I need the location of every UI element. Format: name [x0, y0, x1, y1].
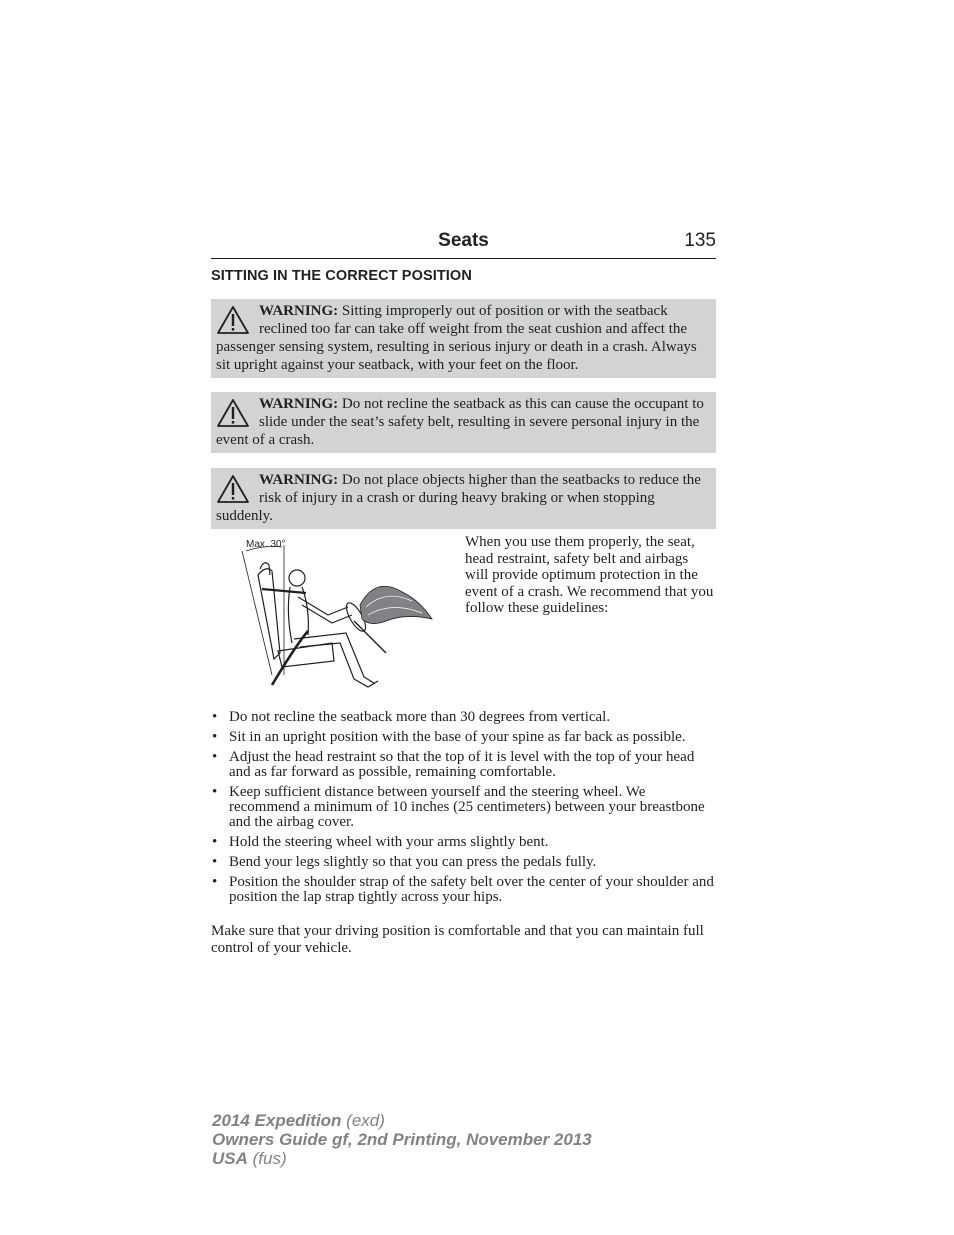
footer-line [212, 1149, 712, 1168]
bullet-marker: • [212, 709, 218, 725]
list-item-text: Hold the steering wheel with your arms slightly bent. [229, 834, 549, 850]
bullet-marker: • [212, 749, 218, 765]
list-item-text: Bend your legs slightly so that you can press the pedals fully. [229, 854, 597, 870]
page-footer [212, 1111, 712, 1168]
intro-paragraph: When you use them properly, the seat, head restraint, safety belt and airbags will provide optimum protection in the event of a crash. We recommend that you follow these guidelines: [465, 534, 714, 616]
list-item [211, 855, 716, 870]
footer-edition: Owners Guide gf, 2nd Printing, November 2013 [212, 1130, 592, 1149]
warning-triangle-icon [216, 474, 250, 504]
list-item-text: Keep sufficient distance between yourself and the steering wheel. We recommend a minimum of 10 inches (25 centimeters) between your breastbone and the airbag cover. [229, 784, 705, 830]
warning-box [211, 392, 716, 453]
list-item [211, 785, 716, 830]
warning-label: WARNING: [259, 472, 339, 488]
bullet-marker: • [212, 784, 218, 800]
footer-market-code: (fus) [247, 1149, 287, 1168]
footer-market: USA [212, 1149, 248, 1168]
list-item-text: Sit in an upright position with the base of your spine as far back as possible. [229, 729, 686, 745]
warning-box [211, 299, 716, 378]
list-item-text: Adjust the head restraint so that the top of it is level with the top of your head and as far forward as possible, remaining comfortable. [229, 749, 695, 780]
footer-model: 2014 Expedition [212, 1111, 342, 1130]
bullet-marker: • [212, 874, 218, 890]
warning-text: Do not place objects higher than the seatbacks to reduce the risk of injury in a crash or during heavy braking or when stopping suddenly. [216, 472, 701, 524]
list-item-text: Do not recline the seatback more than 30 degrees from vertical. [229, 709, 611, 725]
list-item [211, 750, 716, 780]
bullet-marker: • [212, 729, 218, 745]
warning-label: WARNING: [259, 396, 339, 412]
list-item [211, 875, 716, 905]
page-header [211, 228, 716, 259]
list-item [211, 835, 716, 850]
bullet-marker: • [212, 854, 218, 870]
warning-triangle-icon [216, 305, 250, 335]
warning-triangle-icon [216, 398, 250, 428]
closing-paragraph: Make sure that your driving position is comfortable and that you can maintain full control of your vehicle. [211, 923, 704, 956]
footer-line [212, 1111, 712, 1130]
warning-text: Do not recline the seatback as this can cause the occupant to slide under the seat’s safety belt, resulting in severe personal injury in the event of a crash. [216, 396, 704, 448]
page-number: 135 [684, 230, 716, 251]
list-item [211, 730, 716, 745]
seating-position-illustration [236, 535, 436, 693]
bullet-marker: • [212, 834, 218, 850]
warning-box [211, 468, 716, 529]
footer-model-code: (exd) [341, 1111, 385, 1130]
warning-label: WARNING: [259, 303, 339, 319]
list-item-text: Position the shoulder strap of the safety belt over the center of your shoulder and position the lap strap tightly across your hips. [229, 874, 714, 905]
illustration-caption: Max. 30° [246, 539, 286, 550]
warning-text: Sitting improperly out of position or with the seatback reclined too far can take off weight from the seat cushion and affect the passenger sensing system, resulting in serious injury or death in a crash. Always sit upright against your seatback, with your feet on the floor. [216, 303, 697, 373]
guidelines-list [211, 710, 716, 910]
page-title: Seats [438, 230, 489, 251]
list-item [211, 710, 716, 725]
section-heading: SITTING IN THE CORRECT POSITION [211, 268, 472, 284]
